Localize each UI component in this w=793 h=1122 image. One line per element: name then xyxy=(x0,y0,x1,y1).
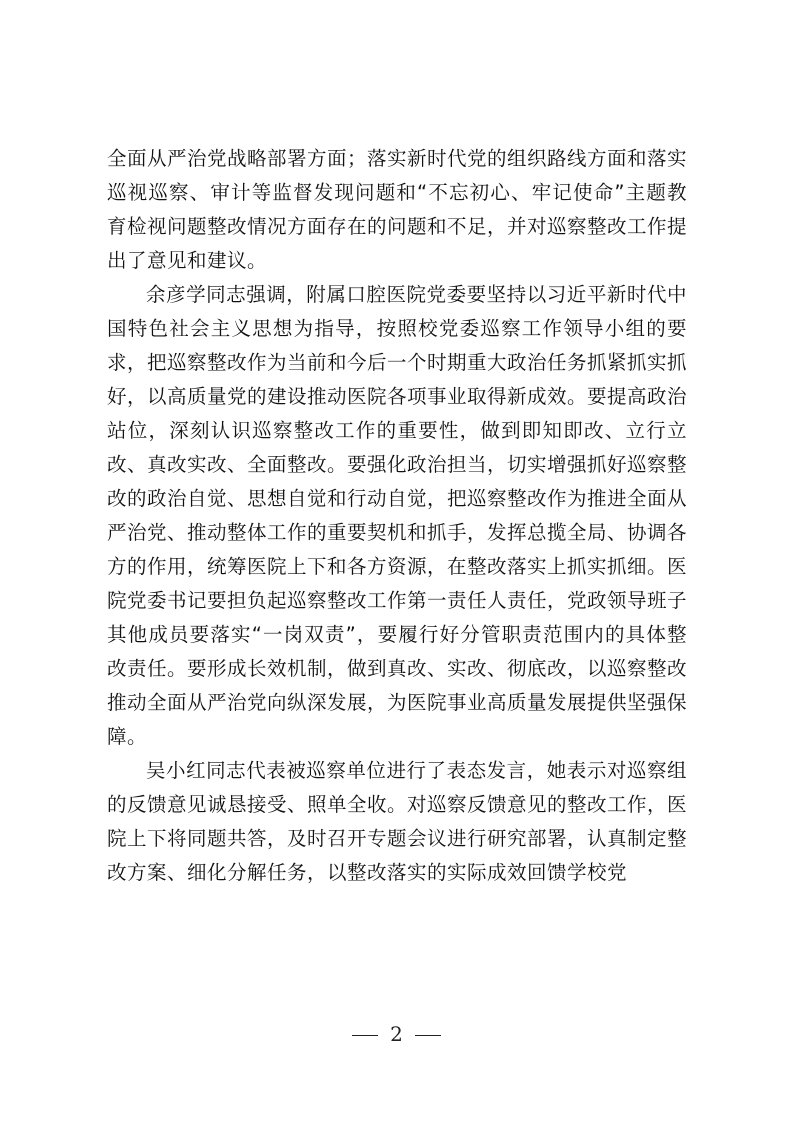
paragraph-continuation: 全面从严治党战略部署方面；落实新时代党的组织路线方面和落实巡视巡察、审计等监督发现问题和“不忘初心、牢记使命”主题教育检视问题整改情况方面存在的问题和不足，并对巡察整改工作提出了意见和建议。 xyxy=(107,147,688,272)
page-footer xyxy=(0,1022,793,1046)
footer-dash-left xyxy=(352,1035,378,1036)
document-body xyxy=(107,142,687,890)
footer-dash-right xyxy=(415,1035,441,1036)
paragraph-wu-xiaohong: 吴小红同志代表被巡察单位进行了表态发言，她表示对巡察组的反馈意见诚恳接受、照单全收。对巡察反馈意见的整改工作，医院上下将同题共答，及时召开专题会议进行研究部署，认真制定整改方案、细化分解任务，以整改落实的实际成效回馈学校党 xyxy=(107,759,688,884)
paragraph-yu-yanxue: 余彦学同志强调，附属口腔医院党委要坚持以习近平新时代中国特色社会主义思想为指导，按照校党委巡察工作领导小组的要求，把巡察整改作为当前和今后一个时期重大政治任务抓紧抓实抓好，以高质量党的建设推动医院各项事业取得新成效。要提高政治站位，深刻认识巡察整改工作的重要性，做到即知即改、立行立改、真改实改、全面整改。要强化政治担当，切实增强抓好巡察整改的政治自觉、思想自觉和行动自觉，把巡察整改作为推进全面从严治党、推动整体工作的重要契机和抓手，发挥总揽全局、协调各方的作用，统筹医院上下和各方资源，在整改落实上抓实抓细。医院党委书记要担负起巡察整改工作第一责任人责任，党政领导班子其他成员要落实“一岗双责”，要履行好分管职责范围内的具体整改责任。要形成长效机制，做到真改、实改、彻底改，以巡察整改推动全面从严治党向纵深发展，为医院事业高质量发展提供坚强保障。 xyxy=(107,283,688,748)
page-number: 2 xyxy=(390,1022,403,1046)
